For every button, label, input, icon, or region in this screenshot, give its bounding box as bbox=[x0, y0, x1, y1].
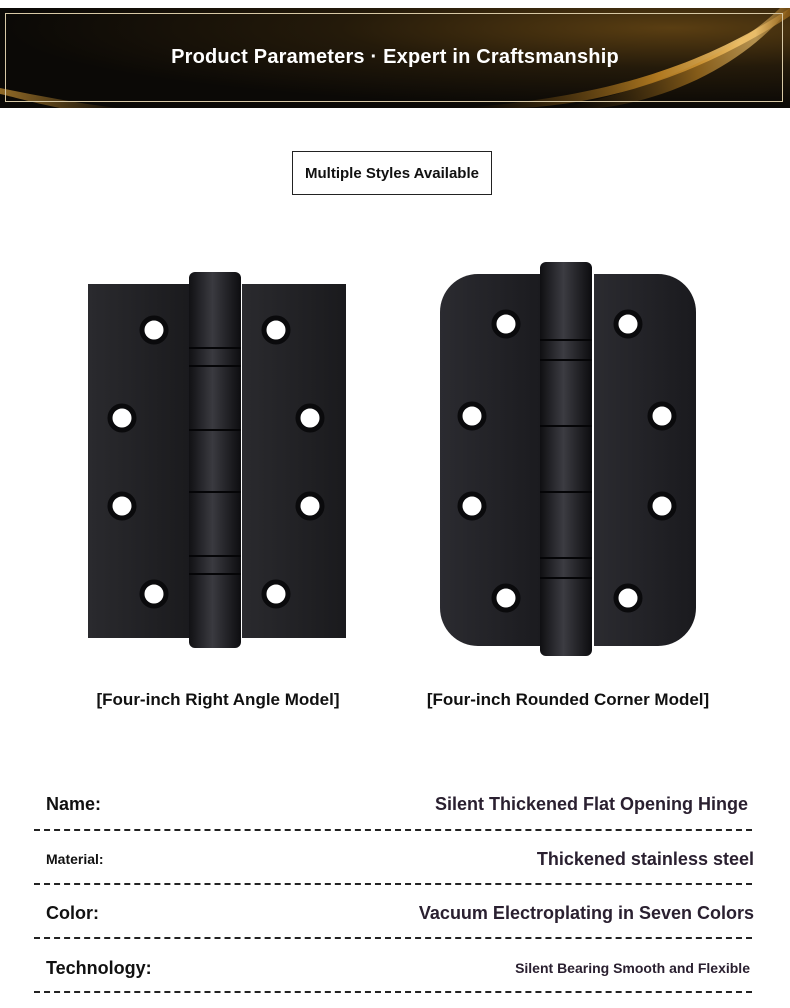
spec-value-color: Vacuum Electroplating in Seven Colors bbox=[418, 903, 754, 923]
styles-available-badge: Multiple Styles Available bbox=[292, 151, 492, 195]
spec-label-technology: Technology: bbox=[46, 958, 152, 978]
spec-row-technology bbox=[34, 946, 752, 993]
right-angle-hinge-image bbox=[88, 272, 346, 650]
spec-label-color: Color: bbox=[46, 903, 99, 923]
spec-row-name bbox=[34, 784, 752, 831]
spec-label-material: Material: bbox=[46, 851, 104, 867]
spec-value-technology: Silent Bearing Smooth and Flexible bbox=[515, 960, 750, 976]
banner-title: Product Parameters · Expert in Craftsmanship bbox=[171, 46, 619, 68]
spec-label-name: Name: bbox=[46, 794, 102, 814]
rounded-corner-hinge-image bbox=[438, 262, 698, 658]
spec-value-name: Silent Thickened Flat Opening Hinge bbox=[434, 794, 748, 814]
spec-row-color bbox=[34, 892, 752, 939]
spec-row-material bbox=[34, 838, 752, 885]
right-angle-model-caption: [Four-inch Right Angle Model] bbox=[96, 690, 340, 709]
spec-value-material: Thickened stainless steel bbox=[536, 849, 754, 869]
header-banner bbox=[0, 8, 790, 108]
rounded-corner-model-caption: [Four-inch Rounded Corner Model] bbox=[426, 690, 710, 709]
